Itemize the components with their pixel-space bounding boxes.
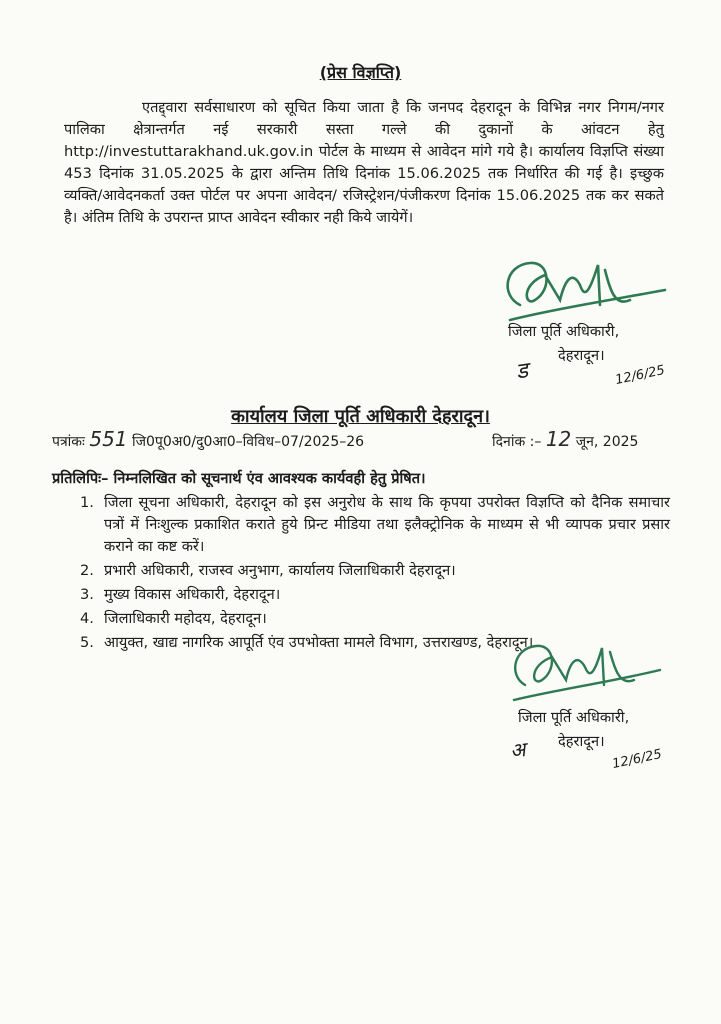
date-group [492,427,638,451]
list-item: 4. जिलाधिकारी महोदय, देहरादून। [80,610,267,627]
date-day: 12 [545,427,572,451]
signature-place: देहरादून। [558,347,605,364]
office-heading: कार्यालय जिला पूर्ति अधिकारी देहरादून। [231,406,490,427]
handwritten-date-mark-1: 12/6/25 [613,362,667,389]
reference-line [52,427,672,451]
handwritten-date-mark-2: 12/6/25 [610,746,664,773]
signature-designation: जिला पूर्ति अधिकारी, [508,323,620,340]
press-release-title: (प्रेस विज्ञप्ति) [319,63,402,82]
reference-label: पत्रांकः [52,434,85,450]
copy-to-heading: प्रतिलिपिः– निम्नलिखित को सूचनार्थ एंव आवश्यक कार्यवही हेतु प्रेषित। [52,470,426,487]
reference-number: 551 [89,427,128,451]
signature-green-2 [500,630,670,710]
signature-place: देहरादून। [558,733,605,750]
signature-designation: जिला पूर्ति अधिकारी, [518,709,630,726]
handwritten-initial-2: अ [508,737,527,763]
reference-text: जि0पू0अ0/दु0आ0–विविध–07/2025–26 [131,434,365,450]
list-item: 3. मुख्य विकास अधिकारी, देहरादून। [80,586,281,603]
list-item: 1. जिला सूचना अधिकारी, देहरादून को इस अनुरोध के साथ कि कृपया उपरोक्त विज्ञप्ति को दैनिक समाचार पत्रों में निःशुल्क प्रकाशित कराते हुये प्रिन्ट मीडिया तथा इलैक्ट्रोनिक के माध्यम से भी व्यापक प्रचार प्रसार कराने का कष्ट करें। [80,494,670,555]
date-label: दिनांक :– [492,434,542,450]
date-rest: जून, 2025 [575,434,639,450]
signature-block-1 [508,320,678,368]
notice-body-paragraph: एतद्द्वारा सर्वसाधारण को सूचित किया जाता है कि जनपद देहरादून के विभिन्न नगर निगम/नगर पालिका क्षेत्रान्तर्गत नई सरकारी सस्ता गल्ले की दुकानों के आंवटन हेतु http://investuttarakhand.uk.gov.in पोर्टल के माध्यम से आवेदन मांगे गये है। कार्यालय विज्ञप्ति संख्या 453 दिनांक 31.05.2025 के द्वारा अन्तिम तिथि दिनांक 15.06.2025 तक निर्धारित की गई है। इच्छुक व्यक्ति/आवेदनकर्ता उक्त पोर्टल पर अपना आवेदन/ रजिस्ट्रेशन/पंजीकरण दिनांक 15.06.2025 तक कर सकते है। अंतिम तिथि के उपरान्त प्राप्त आवेदन स्वीकार नही किये जायेगें। [64,99,664,226]
list-item: 5. आयुक्त, खाद्य नागरिक आपूर्ति एंव उपभोक्ता मामले विभाग, उत्तराखण्ड, देहरादून। [80,634,534,651]
list-item: 2. प्रभारी अधिकारी, राजस्व अनुभाग, कार्यालय जिलाधिकारी देहरादून। [80,562,456,579]
handwritten-initial-1: ड [514,358,530,385]
signature-block-2 [518,706,688,754]
